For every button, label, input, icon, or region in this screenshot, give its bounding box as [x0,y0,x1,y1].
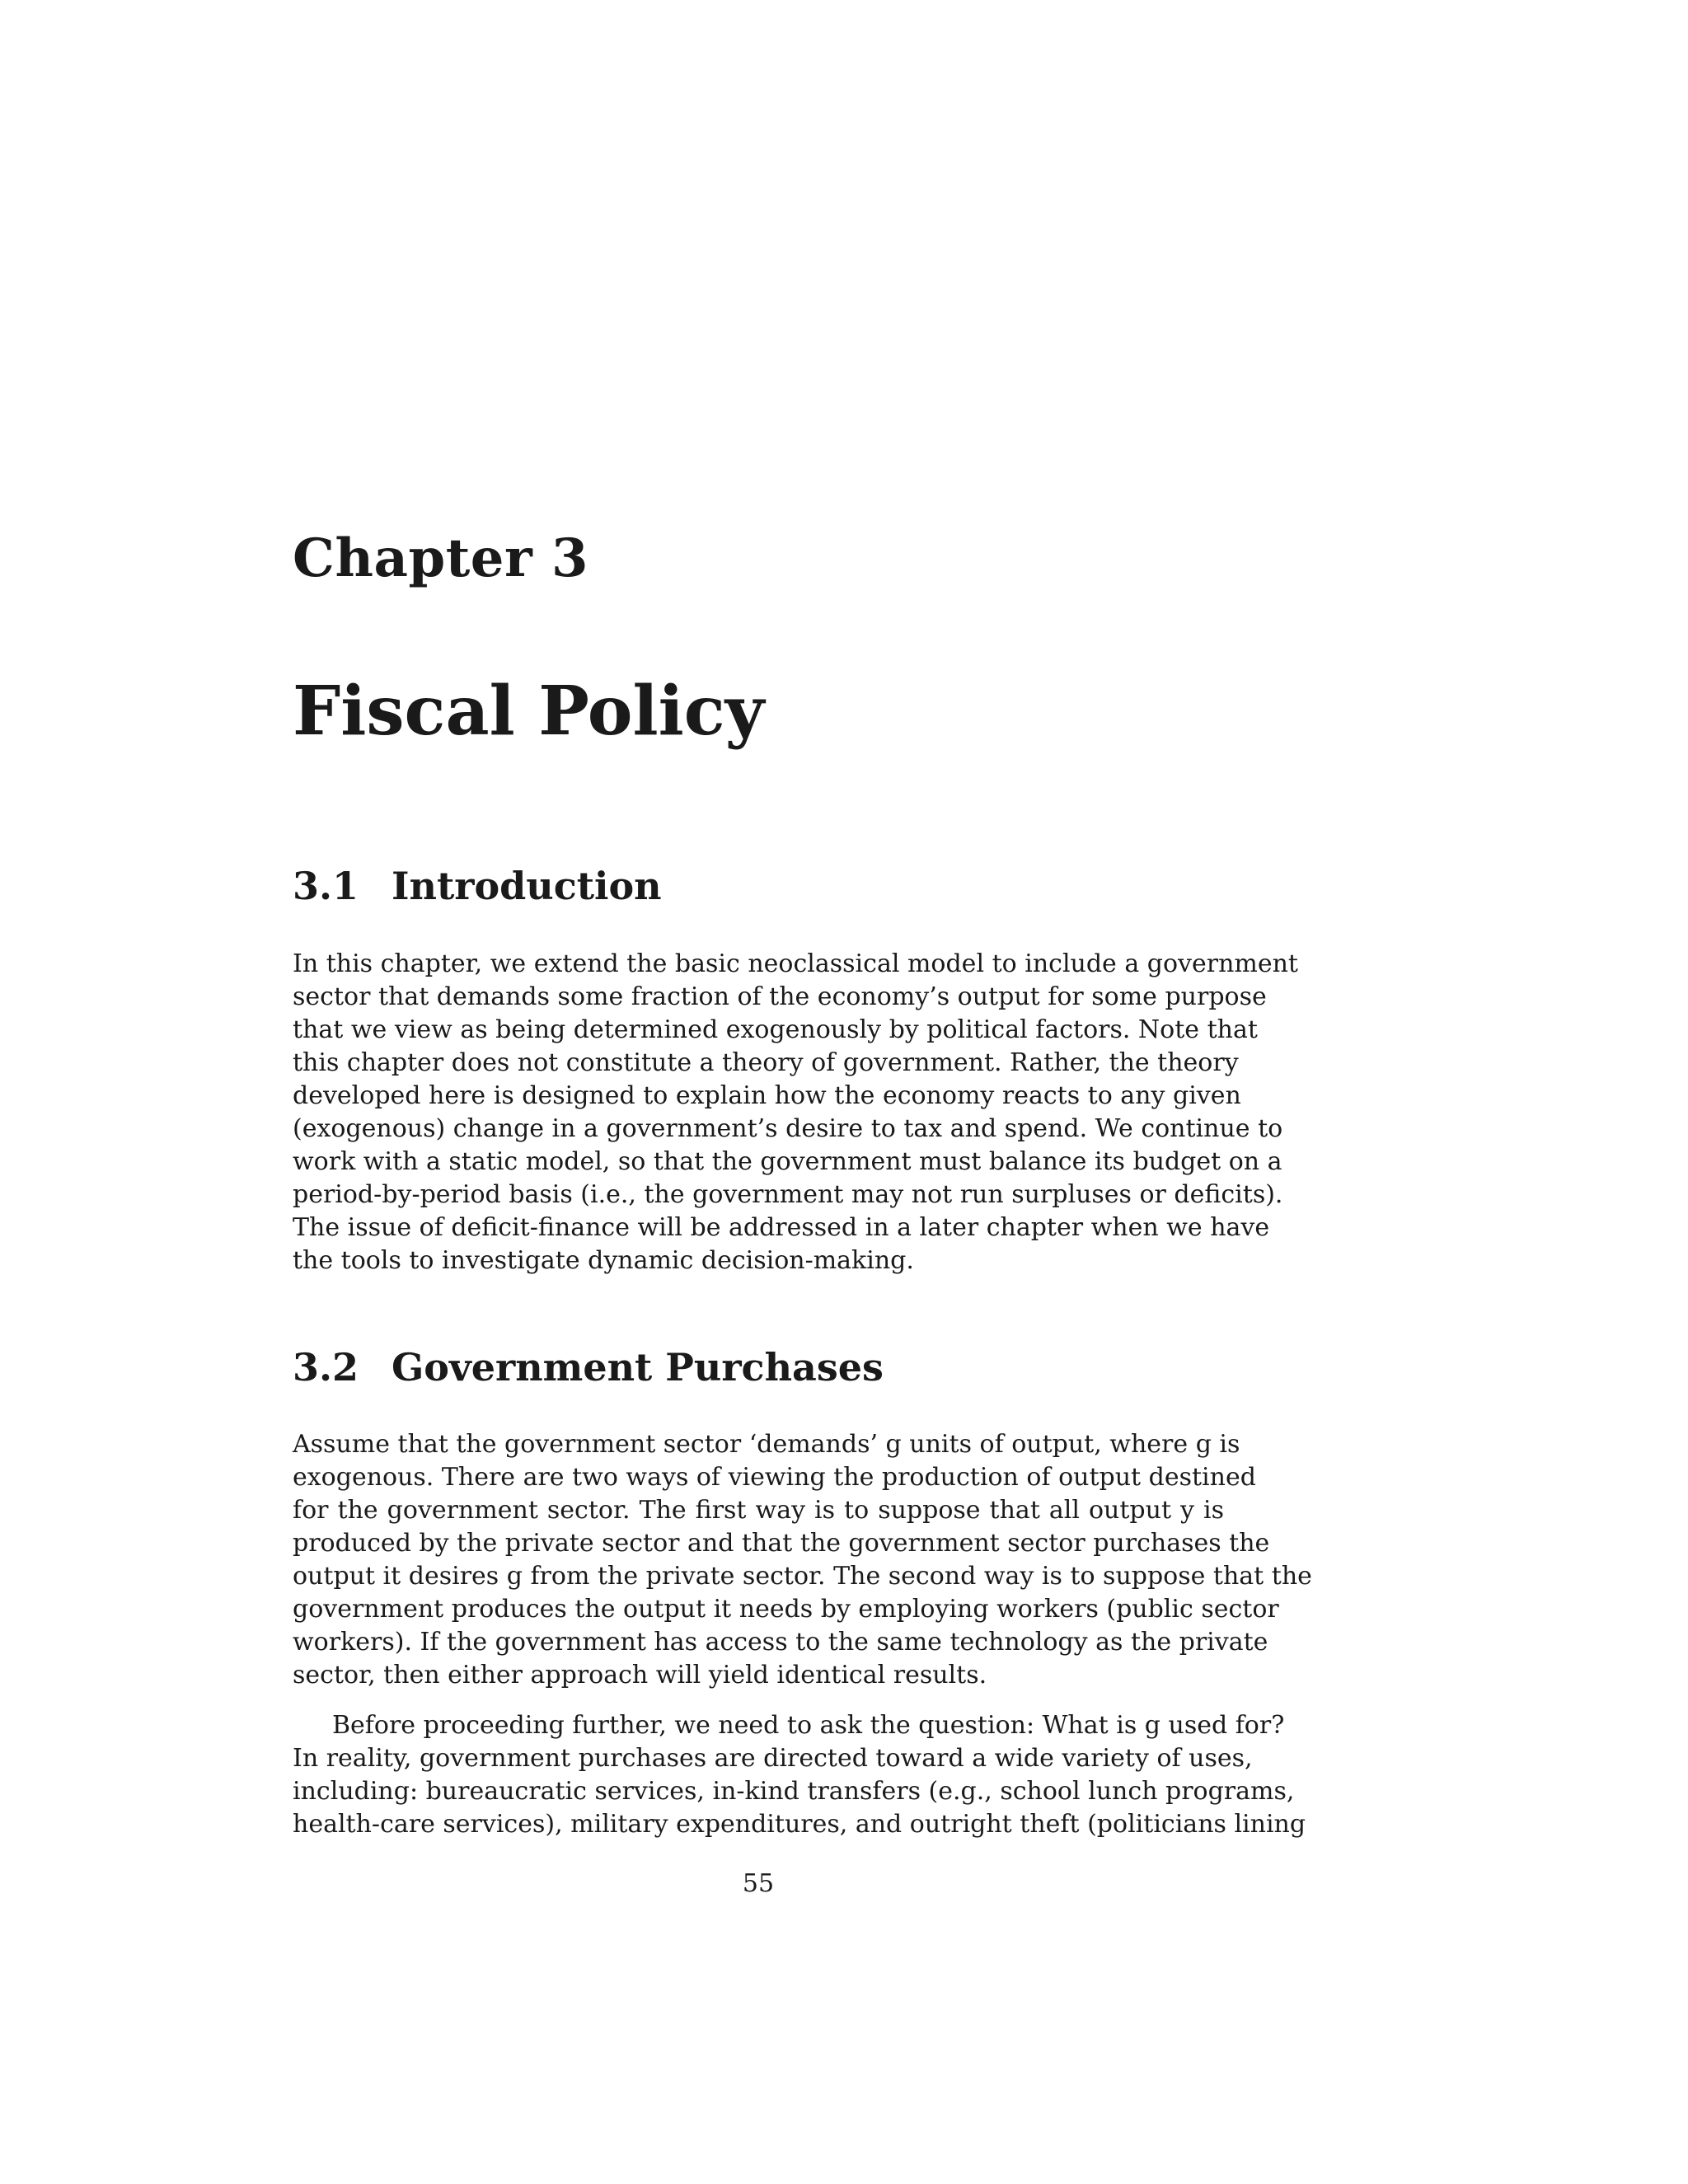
text-line: workers). If the government has access to the same technology as the private [293,1628,1268,1657]
text-line: Before proceeding further, we need to ask the question: What is g used for? [332,1711,1285,1740]
text-line: that we view as being determined exogenously by political factors. Note that [293,1015,1258,1044]
text-line: (exogenous) change in a government’s desire to tax and spend. We continue to [293,1114,1283,1143]
text-line: Assume that the government sector ‘demands’ g units of output, where g is [293,1430,1240,1459]
text-line: In this chapter, we extend the basic neoclassical model to include a government [293,949,1298,978]
section-heading-government-purchases [293,1345,884,1390]
text-line: work with a static model, so that the government must balance its budget on a [293,1147,1282,1176]
text-line: this chapter does not constitute a theory of government. Rather, the theory [293,1048,1239,1077]
text-line: produced by the private sector and that the government sector purchases the [293,1529,1270,1558]
text-line: developed here is designed to explain how the economy reacts to any given [293,1081,1241,1110]
section-heading-introduction [293,864,662,908]
text-line: for the government sector. The first way is to suppose that all output y is [293,1496,1224,1525]
paragraph-government-purchases-2 [293,1709,1306,1841]
text-line: period-by-period basis (i.e., the government may not run surpluses or deficits). [293,1180,1283,1209]
text-line: The issue of deficit-finance will be addressed in a later chapter when we have [293,1213,1270,1242]
paragraph-government-purchases-1 [293,1428,1312,1692]
section-number: 3.2 [293,1345,359,1390]
text-line: sector, then either approach will yield identical results. [293,1661,987,1690]
section-title: Introduction [392,864,662,908]
chapter-label: Chapter 3 [293,527,588,589]
chapter-title: Fiscal Policy [293,672,765,751]
text-line: output it desires g from the private sector. The second way is to suppose that the [293,1562,1312,1591]
text-line: health-care services), military expenditures, and outright theft (politicians lining [293,1810,1306,1839]
text-line: the tools to investigate dynamic decision-making. [293,1246,914,1275]
page-number: 55 [742,1869,775,1898]
text-line: sector that demands some fraction of the economy’s output for some purpose [293,982,1267,1011]
text-line: government produces the output it needs by employing workers (public sector [293,1595,1279,1624]
text-line: In reality, government purchases are directed toward a wide variety of uses, [293,1744,1253,1773]
text-line: exogenous. There are two ways of viewing the production of output destined [293,1463,1256,1492]
section-title: Government Purchases [392,1345,884,1390]
text-line: including: bureaucratic services, in-kind transfers (e.g., school lunch programs, [293,1777,1295,1806]
paragraph-introduction [293,948,1298,1277]
section-number: 3.1 [293,864,359,908]
